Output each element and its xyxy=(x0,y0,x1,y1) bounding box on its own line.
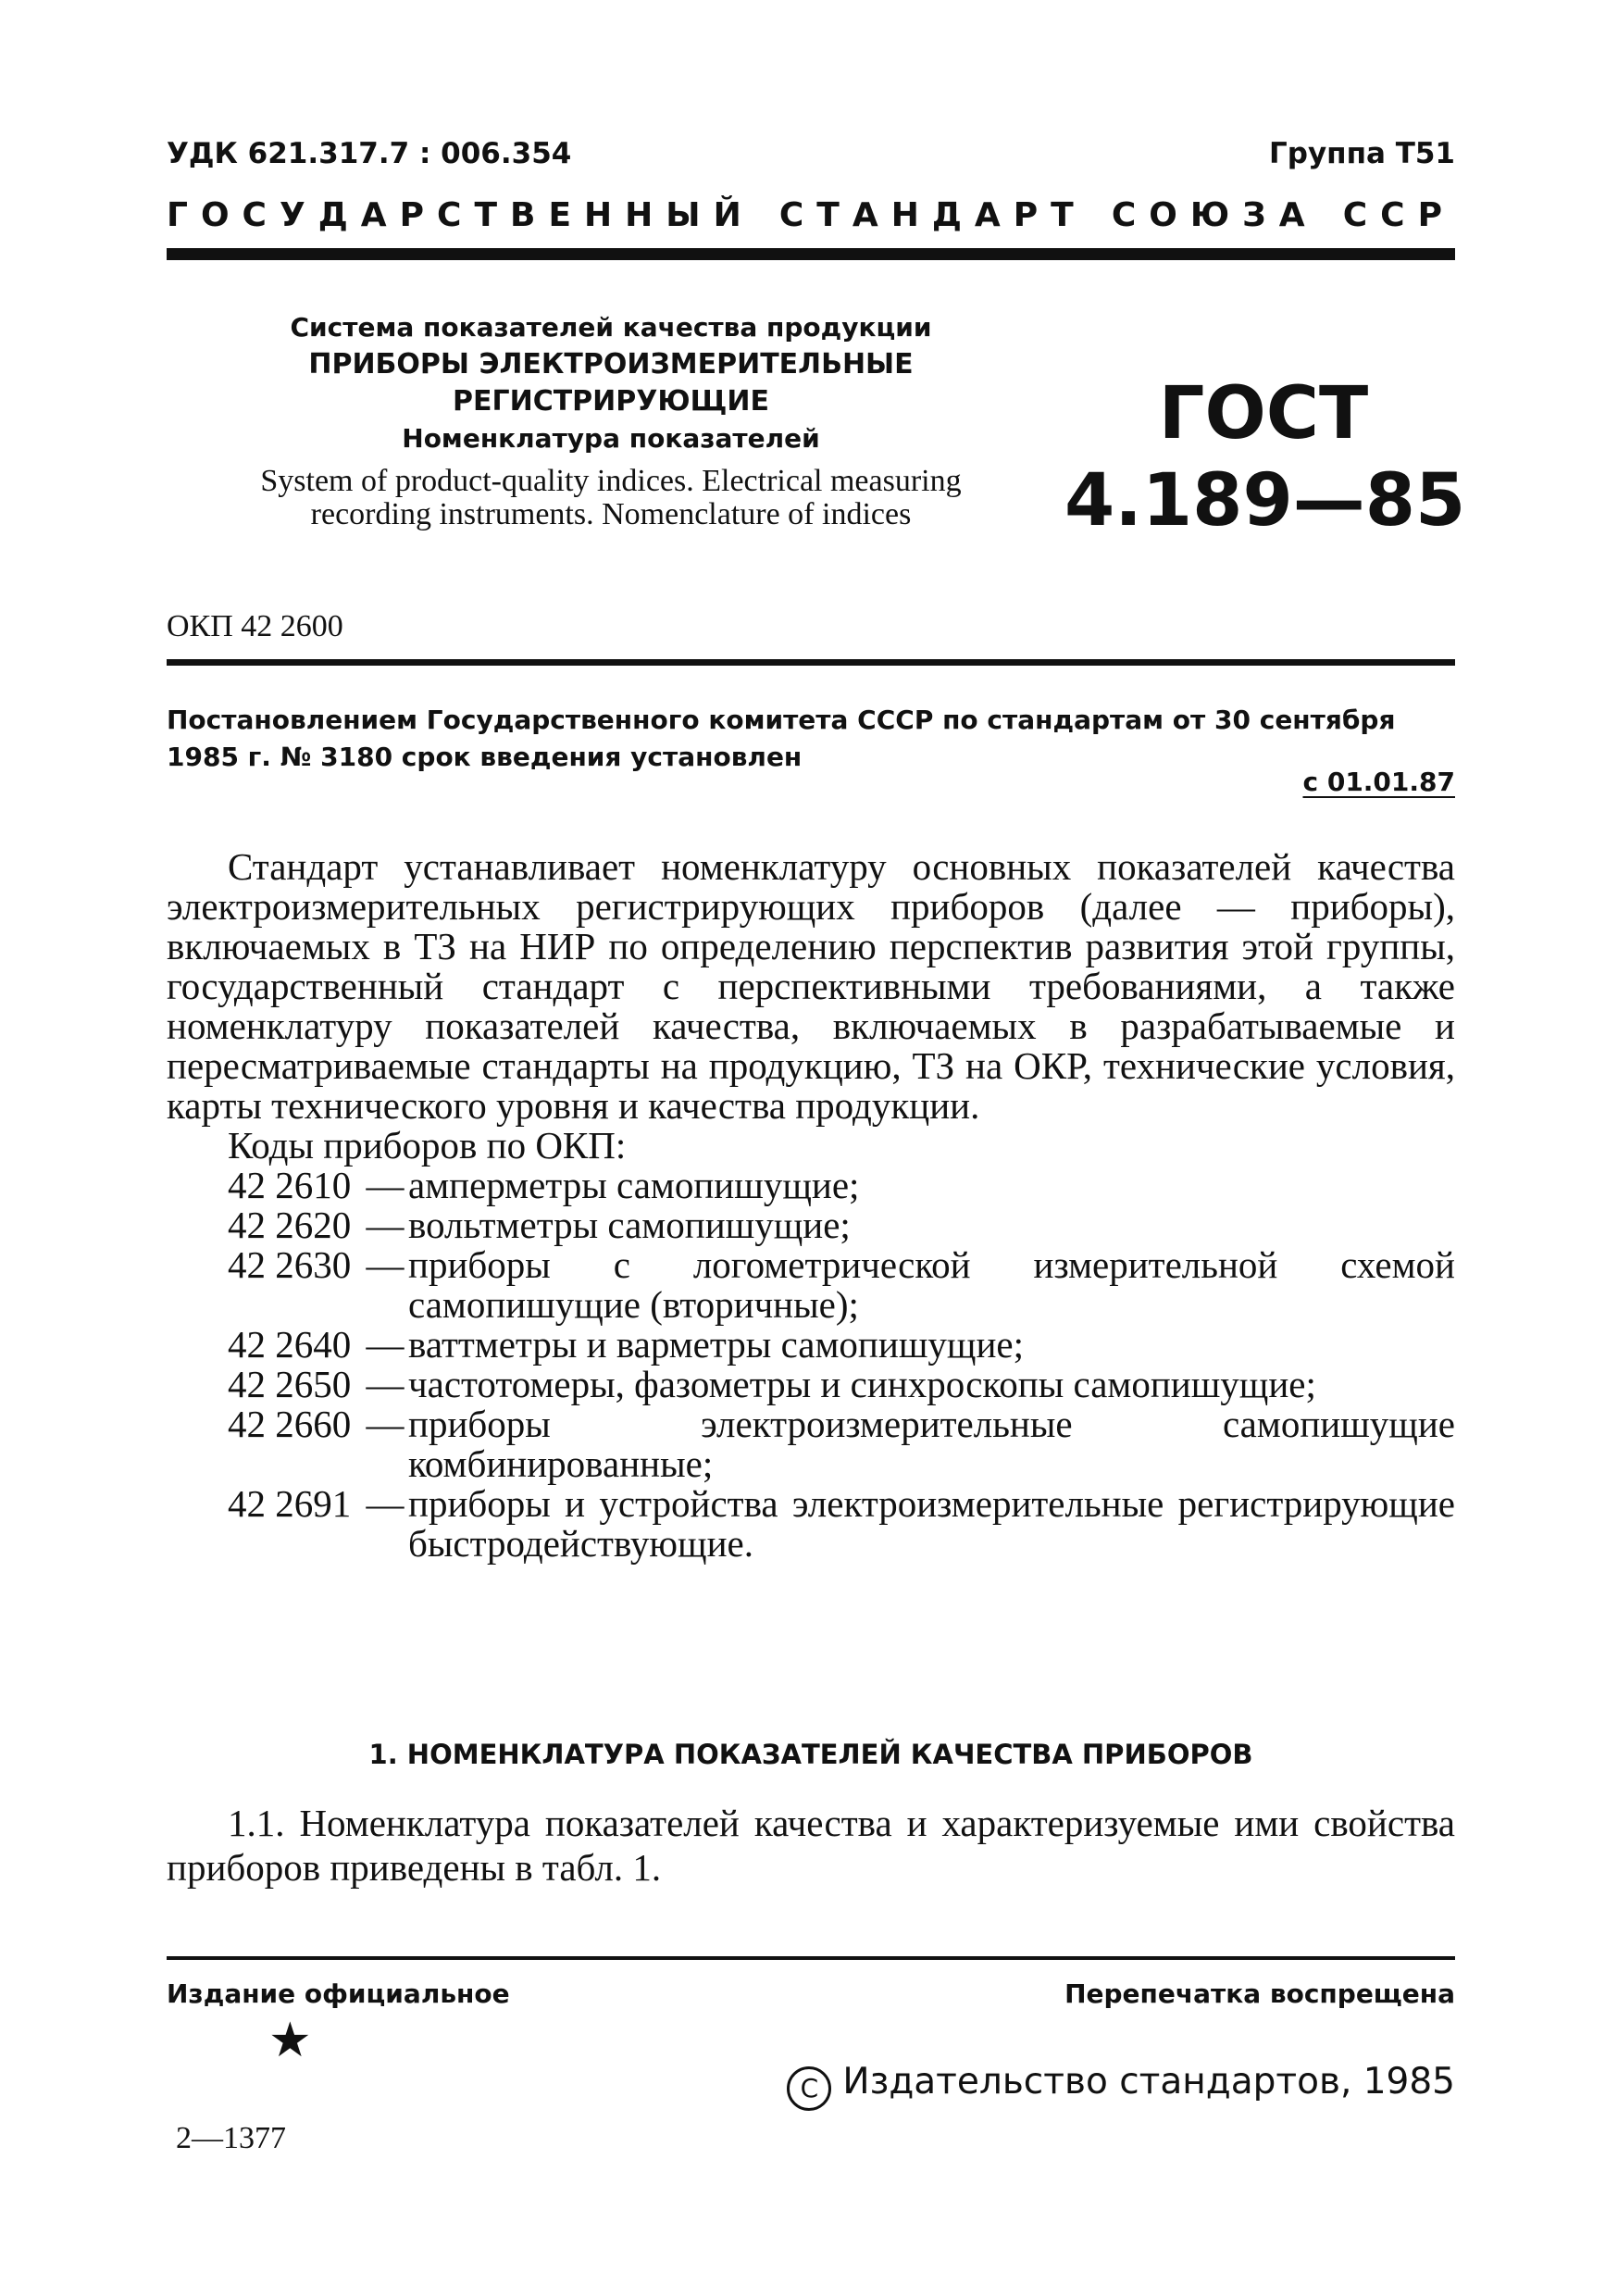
star-icon: ★ xyxy=(268,2015,312,2067)
title-english xyxy=(167,465,1055,531)
edition-note: Издание официальное xyxy=(167,1978,510,2009)
codes-title: Коды приборов по ОКП: xyxy=(228,1124,627,1167)
footer-rule xyxy=(167,1956,1455,1960)
code-number: 42 2660 xyxy=(228,1403,352,1445)
title-subtitle: Номенклатура показателей xyxy=(402,423,820,454)
gost-label: ГОСТ xyxy=(1158,372,1369,455)
reprint-note: Перепечатка воспрещена xyxy=(1064,1978,1455,2009)
gost-number: 4.189—85 xyxy=(1064,459,1466,543)
code-dash: — xyxy=(366,1164,404,1206)
introduction-date: с 01.01.87 xyxy=(1302,767,1455,797)
banner-word: ССР xyxy=(1342,196,1455,234)
publisher: Издательство стандартов, 1985 xyxy=(842,2061,1455,2103)
code-row xyxy=(228,1325,1455,1365)
code-row xyxy=(228,1365,1455,1404)
code-number: 42 2640 xyxy=(228,1323,352,1366)
title-english-line: recording instruments. Nomenclature of indices xyxy=(310,497,912,531)
code-dash: — xyxy=(366,1323,404,1366)
code-row xyxy=(228,1166,1455,1205)
banner-word: СТАНДАРТ xyxy=(778,196,1087,234)
mid-rule xyxy=(167,659,1455,666)
title-system: Система показателей качества продукции xyxy=(290,312,932,343)
code-row xyxy=(228,1245,1455,1325)
standard-banner xyxy=(167,196,1455,234)
code-number: 42 2630 xyxy=(228,1243,352,1286)
body-text xyxy=(167,847,1455,1564)
code-description: ваттметры и варметры самопишущие; xyxy=(408,1323,1024,1366)
code-description: вольтметры самопишущие; xyxy=(408,1204,851,1246)
copyright-line xyxy=(787,2061,1455,2111)
code-dash: — xyxy=(366,1363,404,1405)
udk-code: УДК 621.317.7 : 006.354 xyxy=(167,137,572,170)
code-description: частотомеры, фазометры и синхроскопы самопишущие; xyxy=(408,1363,1316,1405)
order-number: 2—1377 xyxy=(176,2121,286,2155)
intro-paragraph: Стандарт устанавливает номенклатуру основных показателей качества электроизмерительных регистрирующих приборов (далее — приборы), включаемых в ТЗ на НИР по определению перспектив развития этой группы, государственный стандарт с перспективными требованиями, а также номенклатуру показателей качества, включаемых в разрабатываемые и пересматриваемые стандарты на продукцию, ТЗ на ОКР, технические условия, карты технического уровня и качества продукции. xyxy=(167,845,1455,1127)
title-english-line: System of product-quality indices. Electrical measuring xyxy=(260,464,962,498)
code-row xyxy=(228,1404,1455,1484)
code-dash: — xyxy=(366,1243,404,1286)
banner-word: СОЮЗА xyxy=(1111,196,1318,234)
copyright-icon: C xyxy=(787,2066,831,2111)
code-description: амперметры самопишущие; xyxy=(408,1164,860,1206)
code-dash: — xyxy=(366,1403,404,1445)
code-dash: — xyxy=(366,1482,404,1525)
group-code: Группа Т51 xyxy=(1269,137,1455,170)
code-row xyxy=(228,1205,1455,1245)
code-row xyxy=(228,1484,1455,1564)
title-block xyxy=(167,309,1055,531)
code-dash: — xyxy=(366,1204,404,1246)
banner-word: ГОСУДАРСТВЕННЫЙ xyxy=(167,196,754,234)
code-description: приборы электроизмерительные самопишущие комбинированные; xyxy=(408,1403,1455,1485)
decree-text: Постановлением Государственного комитета СССР по стандартам от 30 сентября 1985 г. № 3180 срок введения установлен xyxy=(167,705,1396,772)
clause-1-1: 1.1. Номенклатура показателей качества и характеризуемые ими свойства приборов приведены в табл. 1. xyxy=(167,1802,1455,1889)
title-main: ПРИБОРЫ ЭЛЕКТРОИЗМЕРИТЕЛЬНЫЕ xyxy=(308,348,914,381)
title-main-2: РЕГИСТРИРУЮЩИЕ xyxy=(453,385,769,418)
code-number: 42 2620 xyxy=(228,1204,352,1246)
section-heading: 1. НОМЕНКЛАТУРА ПОКАЗАТЕЛЕЙ КАЧЕСТВА ПРИБОРОВ xyxy=(368,1739,1253,1770)
code-number: 42 2650 xyxy=(228,1363,352,1405)
code-description: приборы и устройства электроизмерительные регистрирующие быстродействующие. xyxy=(408,1482,1455,1565)
top-rule xyxy=(167,248,1455,260)
okp-code: ОКП 42 2600 xyxy=(167,609,343,643)
code-number: 42 2691 xyxy=(228,1482,352,1525)
gost-designation xyxy=(1064,370,1466,544)
code-number: 42 2610 xyxy=(228,1164,352,1206)
code-description: приборы с логометрической измерительной схемой самопишущие (вторичные); xyxy=(408,1243,1455,1326)
